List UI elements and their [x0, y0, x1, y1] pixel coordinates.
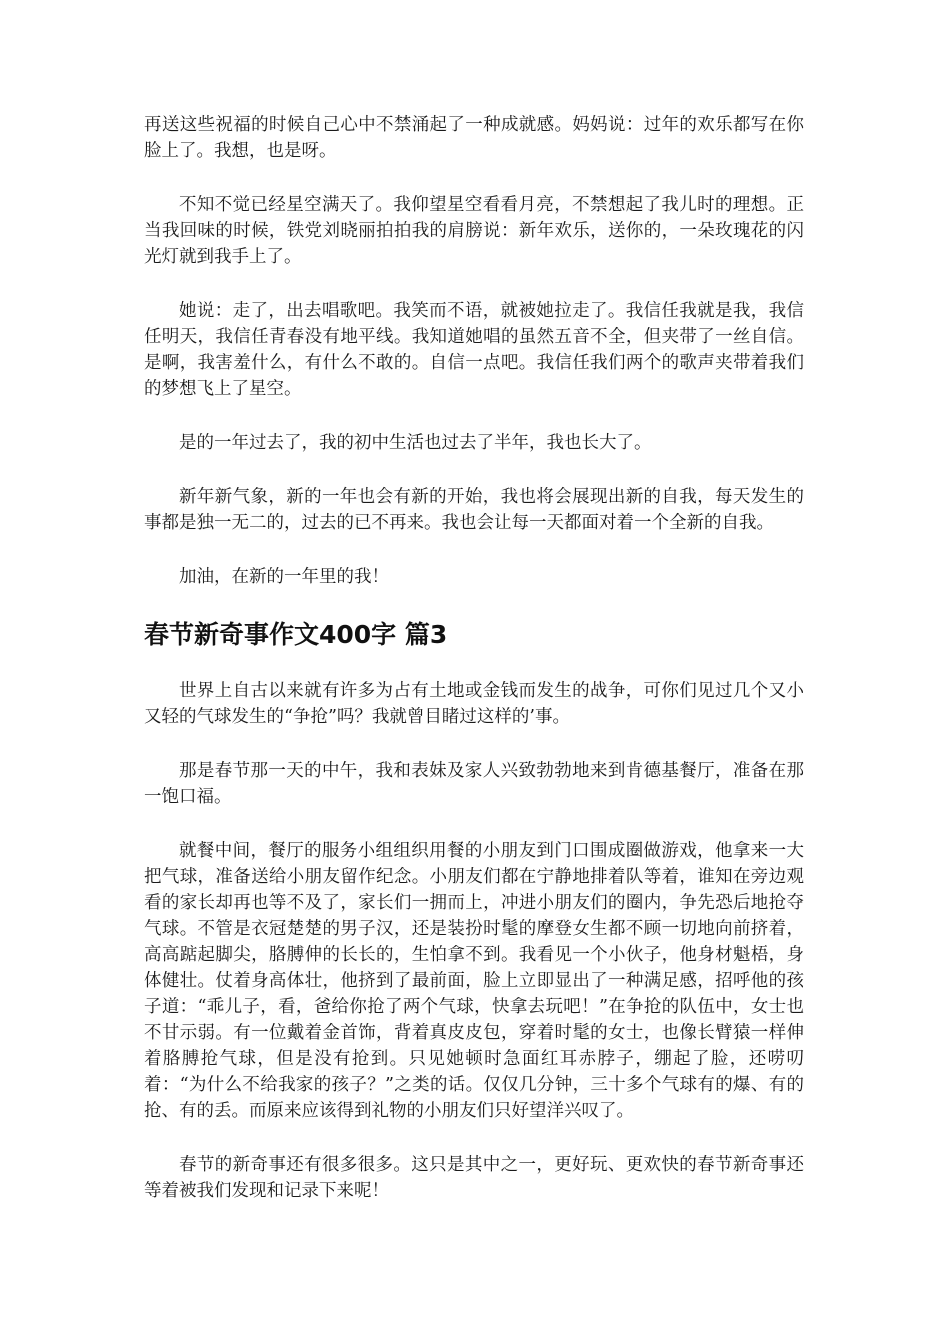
- paragraph: 她说：走了，出去唱歌吧。我笑而不语，就被她拉走了。我信任我就是我，我信任明天，我信任青春没有地平线。我知道她唱的虽然五音不全，但夹带了一丝自信。是啊，我害羞什么，有什么不敢的。自信一点吧。我信任我们两个的歌声夹带着我们的梦想飞上了星空。: [144, 301, 804, 399]
- paragraph: 春节的新奇事还有很多很多。这只是其中之一，更好玩、更欢快的春节新奇事还等着被我们发现和记录下来呢！: [144, 1155, 804, 1201]
- paragraph: 新年新气象，新的一年也会有新的开始，我也将会展现出新的自我，每天发生的事都是独一无二的，过去的已不再来。我也会让每一天都面对着一个全新的自我。: [144, 487, 804, 533]
- section-heading: 春节新奇事作文400字 篇3: [144, 620, 448, 649]
- paragraph: 加油，在新的一年里的我！: [179, 567, 389, 587]
- paragraph: 是的一年过去了，我的初中生活也过去了半年，我也长大了。: [179, 433, 652, 453]
- paragraph: 世界上自古以来就有许多为占有土地或金钱而发生的战争，可你们见过几个又小又轻的气球发生的“争抢”吗？我就曾目睹过这样的’事。: [144, 681, 804, 727]
- document-page: [144, 112, 804, 1232]
- paragraph: 再送这些祝福的时候自己心中不禁涌起了一种成就感。妈妈说：过年的欢乐都写在你脸上了。我想，也是呀。: [144, 115, 804, 161]
- paragraph: 不知不觉已经星空满天了。我仰望星空看看月亮，不禁想起了我儿时的理想。正当我回味的时候，铁党刘晓丽拍拍我的肩膀说：新年欢乐，送你的，一朵玫瑰花的闪光灯就到我手上了。: [144, 195, 804, 267]
- paragraph: 就餐中间，餐厅的服务小组组织用餐的小朋友到门口围成圈做游戏，他拿来一大把气球，准备送给小朋友留作纪念。小朋友们都在宁静地排着队等着，谁知在旁边观看的家长却再也等不及了，家长们一拥而上，冲进小朋友们的圈内，争先恐后地抢夺气球。不管是衣冠楚楚的男子汉，还是装扮时髦的摩登女生都不顾一切地向前挤着，高高踮起脚尖，胳膊伸的长长的，生怕拿不到。我看见一个小伙子，他身材魁梧，身体健壮。仗着身高体壮，他挤到了最前面，脸上立即显出了一种满足感，招呼他的孩子道：“乖儿子，看，爸给你抢了两个气球，快拿去玩吧！”在争抢的队伍中，女士也不甘示弱。有一位戴着金首饰，背着真皮皮包，穿着时髦的女士，也像长臂猿一样伸着胳膊抢气球，但是没有抢到。只见她顿时急面红耳赤脖子，绷起了脸，还唠叨着：“为什么不给我家的孩子？”之类的话。仅仅几分钟，三十多个气球有的爆、有的抢、有的丢。而原来应该得到礼物的小朋友们只好望洋兴叹了。: [144, 841, 804, 1121]
- paragraph: 那是春节那一天的中午，我和表妹及家人兴致勃勃地来到肯德基餐厅，准备在那一饱口福。: [144, 761, 804, 807]
